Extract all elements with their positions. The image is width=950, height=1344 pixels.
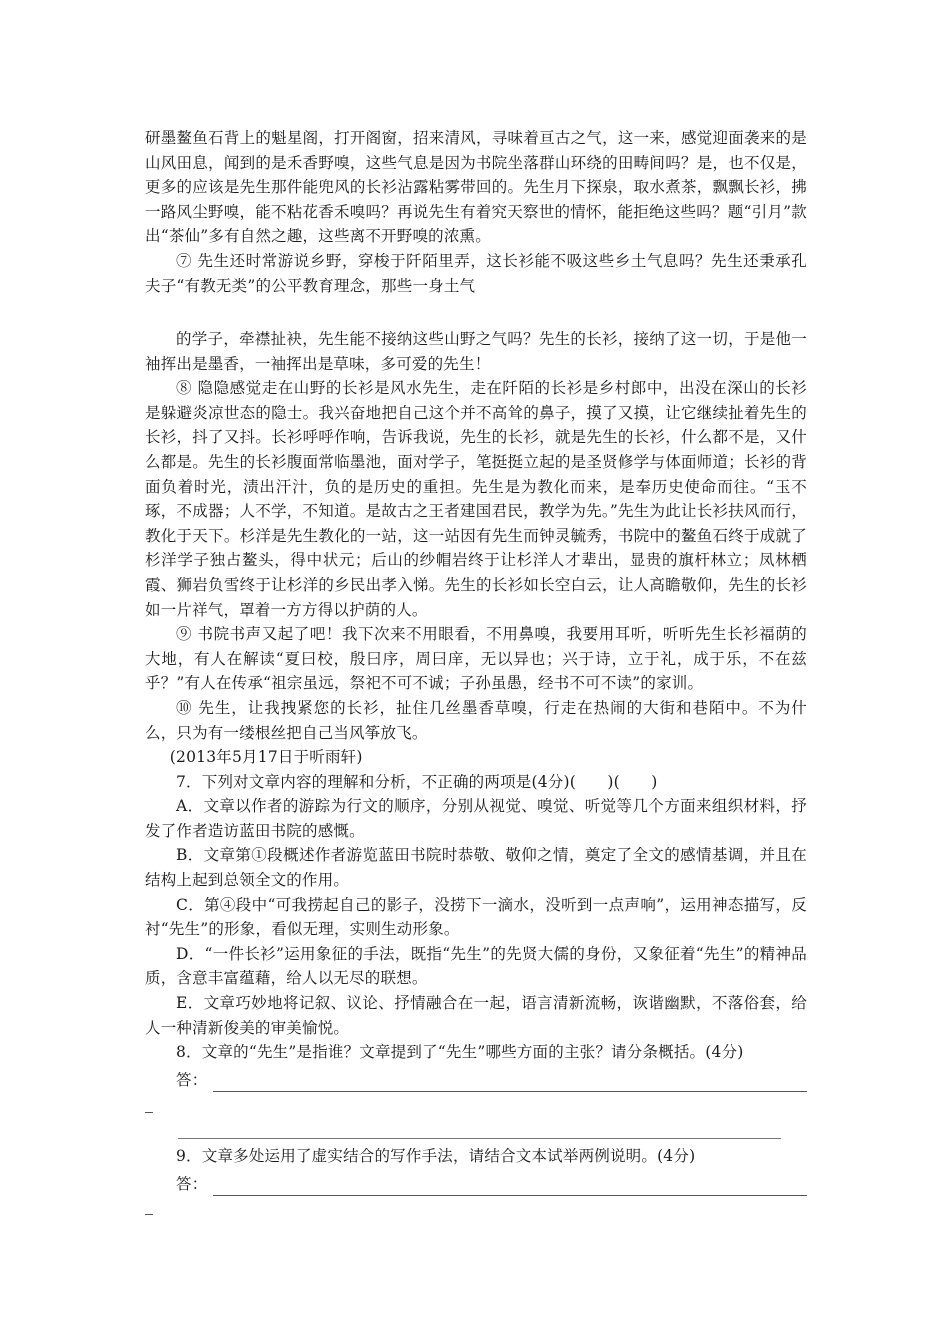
question-7-option-c: C．第④段中“可我捞起自己的影子，没捞下一滴水，没听到一点声响”，运用神态描写，反衬“先生”的形象，看似无理，实则生动形象。 [145, 895, 807, 939]
date-note: (2013年5月17日于听雨轩) [169, 748, 363, 767]
question-8-answer-line[interactable] [213, 1072, 807, 1092]
paragraph-continued: 研墨鳌鱼石背上的魁星阁，打开阁窗，招来清风，寻味着亘古之气，这一来，感觉迎面袭来的是山风田息，闻到的是禾香野嗅，这些气息是因为书院坐落群山环绕的田畴间吗？是，也不仅是，更多的应该是先生那件能兜风的长衫沾露粘雾带回的。先生月下探泉，取水煮茶，飘飘长衫，拂一路风尘野嗅，能不粘花香禾嗅吗？再说先生有着究天察世的情怀，能拒绝这些吗？题“引月”款出“茶仙”多有自然之趣，这些离不开野嗅的浓熏。 [145, 129, 807, 246]
question-9-answer-row [145, 1172, 807, 1197]
answer-line-stub-2 [145, 1214, 153, 1215]
question-9-block [145, 1144, 807, 1196]
question-7-option-e: E．文章巧妙地将记叙、议论、抒情融合在一起，语言清新流畅，诙谐幽默，不落俗套，给人一种清新俊美的审美愉悦。 [145, 994, 807, 1037]
paragraph-8: ⑧ 隐隐感觉走在山野的长衫是风水先生，走在阡陌的长衫是乡村郎中，出没在深山的长衫是躲避炎凉世态的隐士。我兴奋地把自己这个并不高耸的鼻子，摸了又摸，让它继续扯着先生的长衫，抖了又抖。长衫呼呼作响，告诉我说，先生的长衫，就是先生的长衫，什么都不是，又什么都是。先生的长衫腹面常临墨池，面对学子，笔挺挺立起的是圣贤修学与体面师道；长衫的背面负着时光，渍出汗汁，负的是历史的重担。先生是为教化而来，是奉历史使命而往。“玉不琢，不成器；人不学，不知道。是故古之王者建国君民，教学为先。”先生为此让长衫扶风而行，教化于天下。杉洋是先生教化的一站，这一站因有先生而钟灵毓秀，书院中的鳌鱼石终于成就了杉洋学子独占鳌头，得中状元；后山的纱帽岩终于让杉洋人才辈出，显贵的旗杆林立；凤林栖霞、狮岩负雪终于让杉洋的乡民出孝入悌。先生的长衫如长空白云，让人高瞻敬仰，先生的长衫如一片祥气，罩着一方方得以护荫的人。 [145, 379, 807, 619]
question-9-answer-line[interactable] [213, 1176, 807, 1196]
question-7-stem: 7．下列对文章内容的理解和分析，不正确的两项是(4分)( )( ) [176, 772, 658, 791]
answer-line-stub [145, 1112, 153, 1113]
question-9-stem: 9．文章多处运用了虚实结合的写作手法，请结合文本试举两例说明。(4分) [176, 1147, 696, 1165]
question-8-answer-line-2[interactable] [178, 1138, 781, 1139]
question-7-option-d: D．“一件长衫”运用象征的手法，既指“先生”的先贤大儒的身份，又象征着“先生”的精神品质，含意丰富蕴藉，给人以无尽的联想。 [145, 944, 807, 988]
question-8-answer-label: 答： [176, 1070, 208, 1089]
question-8-stem: 8．文章的“先生”是指谁？文章提到了“先生”哪些方面的主张？请分条概括。(4分) [176, 1043, 744, 1062]
text-block-main [145, 327, 807, 1092]
question-9-answer-label: 答： [176, 1174, 208, 1193]
paragraph-9: ⑨ 书院书声又起了吧！我下次来不用眼看，不用鼻嗅，我要用耳听，听听先生长衫福荫的大地，有人在解读“夏曰校，殷曰序，周曰庠，无以异也；兴于诗，立于礼，成于乐，不在兹乎？”有人在传承“祖宗虽远，祭祀不可不诚；子孙虽愚，经书不可不读”的家训。 [145, 625, 807, 693]
question-7-option-b: B．文章第①段概述作者游览蓝田书院时恭敬、敬仰之情，奠定了全文的感情基调，并且在结构上起到总领全文的作用。 [145, 846, 807, 890]
paragraph-7: ⑦ 先生还时常游说乡野，穿梭于阡陌里弄，这长衫能不吸这些乡土气息吗？先生还秉承孔夫子“有教无类”的公平教育理念，那些一身土气 [145, 251, 807, 295]
question-7-option-a: A．文章以作者的游踪为行文的顺序，分别从视觉、嗅觉、听觉等几个方面来组织材料，抒发了作者造访蓝田书院的感慨。 [145, 797, 807, 840]
question-8-answer-row [145, 1068, 807, 1093]
paragraph-7-continued: 的学子，牵襟扯袂，先生能不接纳这些山野之气吗？先生的长衫，接纳了这一切，于是他一袖挥出是墨香，一袖挥出是草味，多可爱的先生！ [145, 330, 807, 373]
text-block-top [145, 126, 807, 298]
paragraph-10: ⑩ 先生，让我拽紧您的长衫，扯住几丝墨香草嗅，行走在热闹的大街和巷陌中。不为什么，只为有一缕根丝把自己当风筝放飞。 [145, 698, 807, 742]
